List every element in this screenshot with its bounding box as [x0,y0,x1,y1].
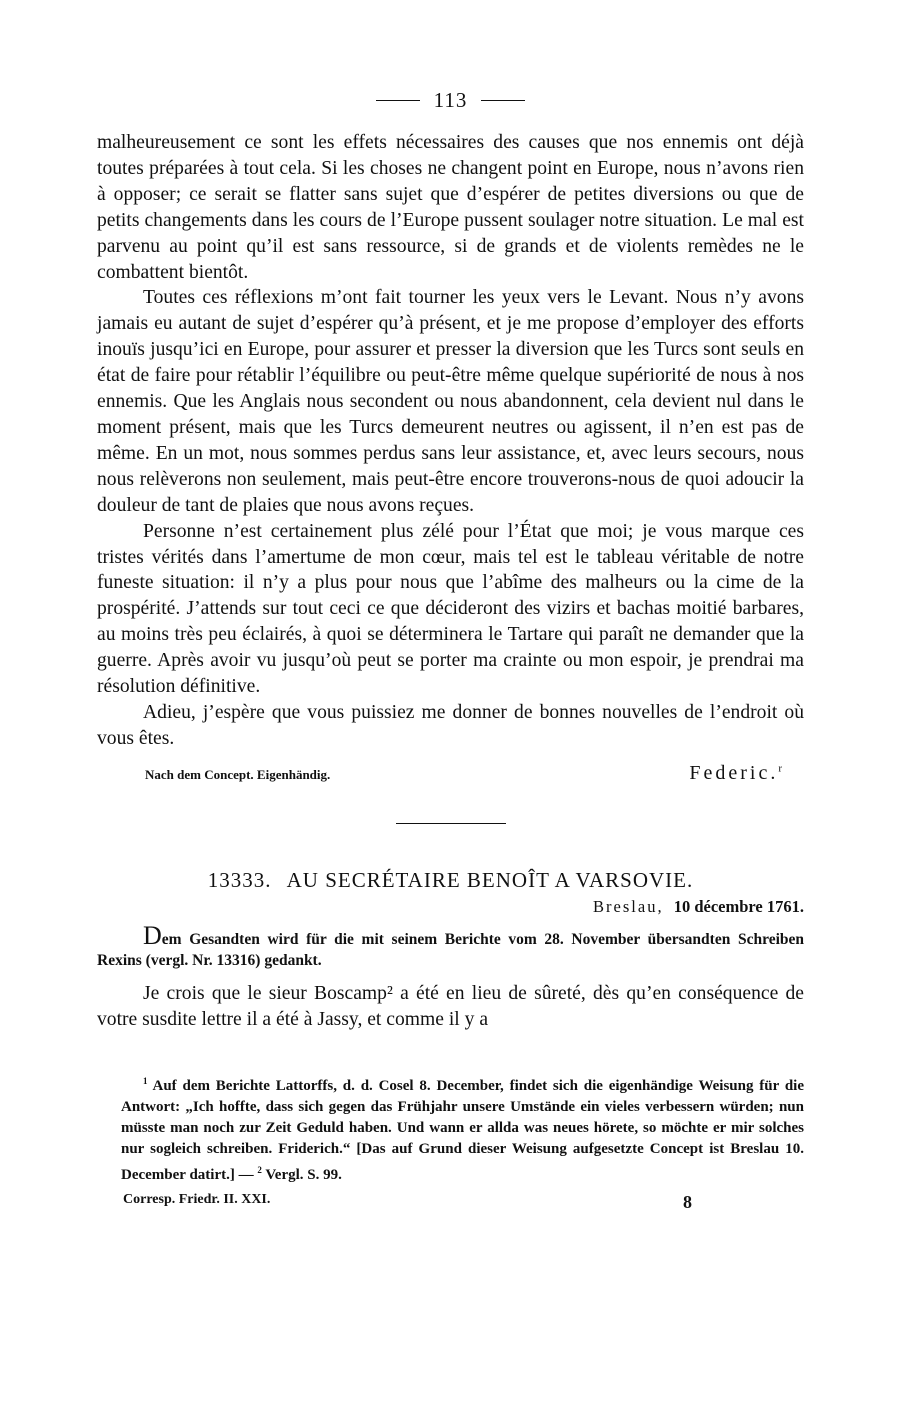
second-letter-body [97,981,804,1033]
book-page [97,82,804,1213]
summary-text: em Gesandten wird für die mit seinem Berichte vom 28. November übersandten Schreiben Rexins (vergl. Nr. 13316) gedankt. [97,930,804,969]
document-heading [97,868,804,893]
date: 10 décembre 1761. [673,896,804,916]
document-number: 13333. [207,867,272,892]
page-header [97,82,804,118]
footnote-1-mark: 1 [143,1075,148,1086]
summary [97,920,804,971]
paragraph-1: malheureusement ce sont les effets nécessaires des causes que nos ennemis ont déjà toutes préparées à tout cela. Si les choses ne changent point en Europe, nous n’avons rien à opposer; ce serait se flatter sans sujet que d’espérer de petites diversions ou que de petits changements dans les cours de l’Europe pussent soulager notre situation. Le mal est parvenu au point qu’il est sans ressource, si de grands et de violents remèdes ne le combattent bientôt. [97,132,804,283]
header-dash-right [481,100,525,101]
footnote-2-text: Vergl. S. 99. [265,1166,342,1183]
paragraph-3: Personne n’est certainement plus zélé pour l’État que moi; je vous marque ces tristes vérités dans l’amertume de mon cœur, mais tel est le tableau véritable de notre funeste situation: il n’y a plus pour nous que l’abîme des malheurs ou la cime de la prospérité. J’attends sur tout ceci ce que décideront des vizirs et bachas moitié barbares, au moins très peu éclairés, à quoi se déterminera le Tartare qui paraît ne demander que la guerre. Après avoir vu jusqu’où peut se porter ma crainte ou mon espoir, je prendrai ma résolution définitive. [97,520,804,698]
signature-name: Federic. [689,761,779,784]
paragraph-2: Toutes ces réflexions m’ont fait tourner les yeux vers le Levant. Nous n’y avons jamais eu autant de sujet d’espérer qu’à présent, et je me propose d’employer des efforts inouïs jusqu’ici en Europe, pour assurer et presser la diversion que les Turcs sont seuls en état de faire pour rétablir l’équilibre ou peut-être même quelque supériorité de nous à nos ennemis. Que les Anglais nous secondent ou nous abandonnent, cela devient nul dans le moment présent, mais que les Turcs demeurent neutres ou agissent, il n’en est pas de même. En un mot, nous sommes perdus sans leur assistance, et, avec leurs secours, nous nous relèverons non seulement, mais peut-être encore trouverons-nous de quoi adoucir la douleur de tant de plaies que nous avons reçues. [97,287,804,516]
document-title: AU SECRÉTAIRE BENOÎT A VARSOVIE. [286,867,694,892]
footnotes [97,1071,804,1186]
signature-mark: 8 [683,1191,692,1212]
summary-initial: D [143,920,162,950]
signature-row [97,762,804,785]
footnote-1 [121,1071,804,1186]
source-note: Nach dem Concept. Eigenhändig. [145,766,331,782]
second-letter-paragraph: Je crois que le sieur Boscamp² a été en lieu de sûreté, dès qu’en conséquence de votre susdite lettre il a été à Jassy, et comme il y a [97,982,804,1030]
place-date [97,897,804,917]
signature-superscript: r [778,762,782,775]
page-footer [97,1192,804,1213]
signature [689,762,782,785]
header-dash-left [376,100,420,101]
section-divider [396,823,506,824]
footer-source: Corresp. Friedr. II. XXI. [123,1191,271,1207]
footnote-2-mark: 2 [257,1164,262,1175]
footnote-1-text: Auf dem Berichte Lattorffs, d. d. Cosel 8. December, findet sich die eigenhändige Weisung für die Antwort: „Ich hoffte, dass sich gegen das Frühjahr unsere Umstände ein vieles verbessern würden; nun müsste man noch zur Zeit Geduld haben. Und wann er allda was neues hörete, so möchte er mir solches nur sogleich schreiben. Friderich.“ [Das auf Grund dieser Weisung aufgesetzte Concept ist Breslau 10. December datirt.] — [121,1077,804,1183]
page-number: 113 [433,87,468,112]
paragraph-4: Adieu, j’espère que vous puissiez me donner de bonnes nouvelles de l’endroit où vous êtes. [97,701,804,749]
letter-body [97,130,804,752]
place: Breslau, [593,896,664,916]
